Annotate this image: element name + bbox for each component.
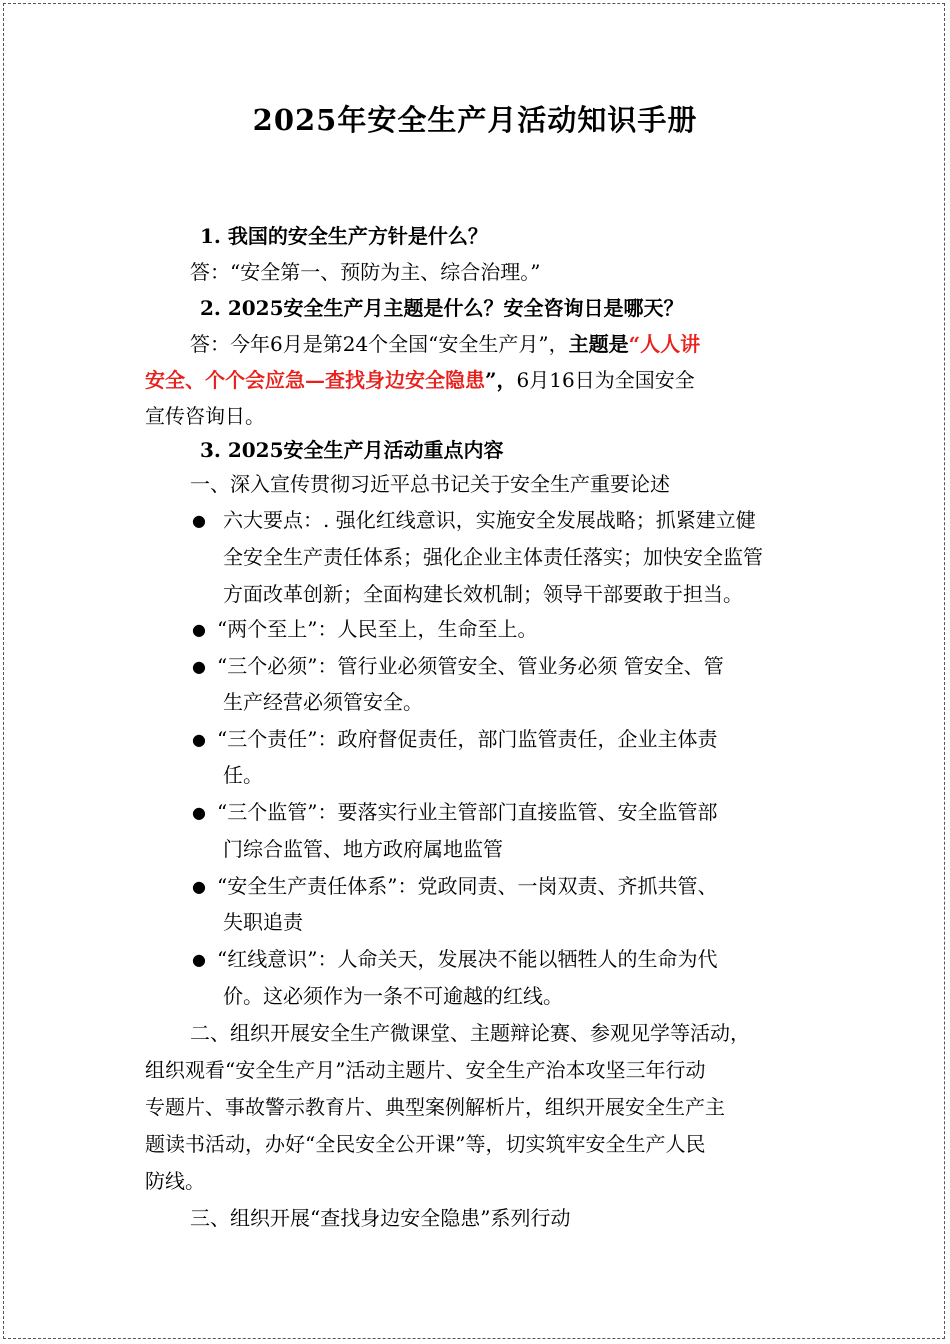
bullet-6-line-1: “安全生产责任体系”：党政同责、一岗双责、齐抓共管、 (217, 874, 718, 898)
bullet-icon: ● (192, 730, 206, 749)
theme-text-part-2: 安全、个个会应急—查找身边安全隐患 (145, 368, 485, 392)
bullet-icon: ● (192, 657, 206, 676)
theme-open-quote: “ (628, 332, 641, 356)
bullet-1-line-1: 六大要点：. 强化红线意识，实施安全发展战略；抓紧建立健 (223, 508, 756, 532)
bullet-7-line-2: 价。这必须作为一条不可逾越的红线。 (223, 984, 563, 1008)
bullet-icon: ● (192, 877, 206, 896)
bullet-icon: ● (192, 620, 206, 639)
theme-text-part-1: 人人讲 (640, 332, 701, 356)
section-2-line-2: 组织观看“安全生产月”活动主题片、安全生产治本攻坚三年行动 (145, 1058, 706, 1082)
bullet-icon: ● (192, 511, 206, 530)
section-3-heading: 三、组织开展“查找身边安全隐患”系列行动 (190, 1206, 571, 1230)
section-2-line-3: 专题片、事故警示教育片、典型案例解析片，组织开展安全生产主 (145, 1095, 725, 1119)
bullet-icon: ● (192, 950, 206, 969)
answer-2-line-1 (190, 326, 700, 363)
answer-1: 答：“安全第一、预防为主、综合治理。” (190, 260, 541, 284)
bullet-3-line-1: “三个必须”：管行业必须管安全、管业务必须 管安全、管 (217, 654, 724, 678)
bullet-4-line-1: “三个责任”：政府督促责任，部门监管责任，企业主体责 (217, 727, 718, 751)
bullet-icon: ● (192, 803, 206, 822)
bullet-4-line-2: 任。 (223, 763, 263, 787)
theme-close-quote: ”， (485, 368, 517, 392)
answer-2-suffix: 6月16日为全国安全 (516, 368, 695, 392)
section-2-line-5: 防线。 (145, 1169, 205, 1193)
answer-2-line-3: 宣传咨询日。 (145, 404, 265, 428)
section-2-line-1: 二、组织开展安全生产微课堂、主题辩论赛、参观见学等活动， (190, 1021, 750, 1045)
bullet-5-line-2: 门综合监管、地方政府属地监管 (223, 837, 503, 861)
bullet-6-line-2: 失职追责 (223, 910, 303, 934)
document-title: 2025年安全生产月活动知识手册 (252, 103, 698, 137)
bullet-3-line-2: 生产经营必须管安全。 (223, 690, 423, 714)
bullet-7-line-1: “红线意识”：人命关天，发展决不能以牺牲人的生命为代 (217, 947, 718, 971)
bullet-1-line-2: 全安全生产责任体系；强化企业主体责任落实；加快安全监管 (223, 545, 763, 569)
answer-2-prefix: 答：今年6月是第24个全国“安全生产月”， (190, 332, 569, 356)
question-3: 3. 2025安全生产月活动重点内容 (200, 438, 504, 462)
section-2-line-4: 题读书活动，办好“全民安全公开课”等，切实筑牢安全生产人民 (145, 1132, 706, 1156)
section-1-heading: 一、深入宣传贯彻习近平总书记关于安全生产重要论述 (190, 472, 670, 496)
bullet-2-line-1: “两个至上”：人民至上，生命至上。 (217, 617, 538, 641)
answer-2-line-2 (145, 362, 695, 399)
question-2: 2. 2025安全生产月主题是什么？安全咨询日是哪天？ (200, 296, 684, 320)
bullet-1-line-3: 方面改革创新；全面构建长效机制；领导干部要敢于担当。 (223, 582, 743, 606)
bullet-5-line-1: “三个监管”：要落实行业主管部门直接监管、安全监管部 (217, 800, 718, 824)
theme-label: 主题是 (568, 332, 629, 356)
question-1: 1. 我国的安全生产方针是什么？ (200, 224, 488, 248)
